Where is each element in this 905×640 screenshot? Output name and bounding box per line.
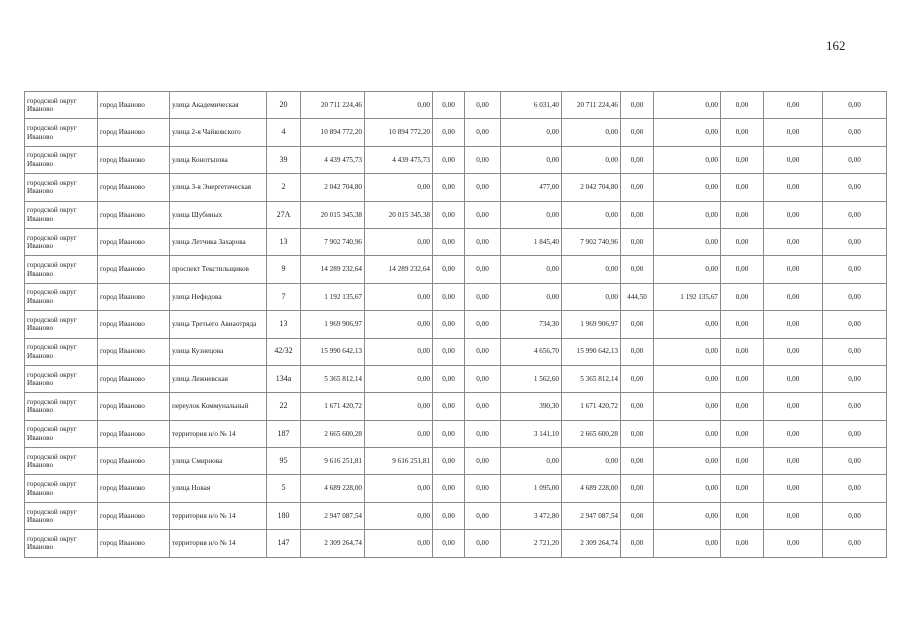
city-cell: город Иваново (98, 420, 170, 447)
value-cell: 0,00 (433, 228, 465, 255)
table-row (25, 119, 887, 146)
value-cell: 0,00 (823, 146, 887, 173)
value-cell: 4 689 228,00 (562, 475, 621, 502)
house-number-cell: 5 (267, 475, 301, 502)
table-row (25, 146, 887, 173)
value-cell: 0,00 (621, 365, 654, 392)
value-cell: 0,00 (365, 92, 433, 119)
city-cell: город Иваново (98, 530, 170, 557)
value-cell: 0,00 (465, 228, 501, 255)
value-cell: 0,00 (465, 338, 501, 365)
value-cell: 0,00 (823, 283, 887, 310)
value-cell: 734,30 (501, 311, 562, 338)
value-cell: 0,00 (465, 365, 501, 392)
value-cell: 0,00 (654, 448, 721, 475)
page-number: 162 (826, 38, 846, 53)
value-cell: 3 141,10 (501, 420, 562, 447)
value-cell: 0,00 (621, 119, 654, 146)
value-cell: 0,00 (562, 448, 621, 475)
table-row (25, 201, 887, 228)
value-cell: 0,00 (823, 502, 887, 529)
district-cell: городской округ Иваново (25, 475, 98, 502)
house-number-cell: 9 (267, 256, 301, 283)
value-cell: 0,00 (764, 502, 823, 529)
value-cell: 0,00 (764, 393, 823, 420)
total-cost-cell: 20 711 224,46 (301, 92, 365, 119)
value-cell: 1 671 420,72 (562, 393, 621, 420)
city-cell: город Иваново (98, 146, 170, 173)
table-row (25, 338, 887, 365)
city-cell: город Иваново (98, 448, 170, 475)
value-cell: 4 439 475,73 (365, 146, 433, 173)
value-cell: 0,00 (365, 311, 433, 338)
value-cell: 2 665 600,28 (562, 420, 621, 447)
registry-table (24, 91, 887, 558)
street-cell: улица 3-я Энергетическая (170, 174, 267, 201)
street-cell: проспект Текстильщиков (170, 256, 267, 283)
city-cell: город Иваново (98, 311, 170, 338)
district-cell: городской округ Иваново (25, 365, 98, 392)
value-cell: 0,00 (433, 92, 465, 119)
value-cell: 0,00 (721, 311, 764, 338)
table-row (25, 283, 887, 310)
value-cell: 0,00 (465, 393, 501, 420)
value-cell: 0,00 (764, 119, 823, 146)
value-cell: 0,00 (823, 530, 887, 557)
value-cell: 0,00 (365, 393, 433, 420)
value-cell: 0,00 (465, 174, 501, 201)
value-cell: 0,00 (721, 502, 764, 529)
value-cell: 0,00 (764, 256, 823, 283)
value-cell: 0,00 (823, 256, 887, 283)
value-cell: 0,00 (721, 338, 764, 365)
house-number-cell: 147 (267, 530, 301, 557)
city-cell: город Иваново (98, 365, 170, 392)
value-cell: 0,00 (621, 393, 654, 420)
value-cell: 0,00 (433, 338, 465, 365)
value-cell: 0,00 (823, 420, 887, 447)
house-number-cell: 20 (267, 92, 301, 119)
table-row (25, 174, 887, 201)
value-cell: 0,00 (365, 502, 433, 529)
city-cell: город Иваново (98, 283, 170, 310)
table-row (25, 475, 887, 502)
total-cost-cell: 1 671 420,72 (301, 393, 365, 420)
value-cell: 0,00 (654, 119, 721, 146)
street-cell: улица Летчика Захарова (170, 228, 267, 255)
value-cell: 0,00 (433, 393, 465, 420)
house-number-cell: 13 (267, 311, 301, 338)
value-cell: 0,00 (465, 311, 501, 338)
table-row (25, 228, 887, 255)
value-cell: 0,00 (721, 530, 764, 557)
value-cell: 0,00 (621, 146, 654, 173)
value-cell: 3 472,80 (501, 502, 562, 529)
value-cell: 0,00 (721, 228, 764, 255)
value-cell: 0,00 (764, 311, 823, 338)
value-cell: 0,00 (721, 420, 764, 447)
value-cell: 0,00 (501, 256, 562, 283)
value-cell: 0,00 (764, 228, 823, 255)
city-cell: город Иваново (98, 174, 170, 201)
value-cell: 0,00 (621, 201, 654, 228)
value-cell: 0,00 (365, 475, 433, 502)
total-cost-cell: 4 689 228,00 (301, 475, 365, 502)
value-cell: 2 042 704,80 (562, 174, 621, 201)
value-cell: 0,00 (823, 311, 887, 338)
value-cell: 0,00 (823, 174, 887, 201)
house-number-cell: 95 (267, 448, 301, 475)
value-cell: 0,00 (721, 92, 764, 119)
value-cell: 0,00 (433, 146, 465, 173)
value-cell: 1 845,40 (501, 228, 562, 255)
value-cell: 0,00 (562, 256, 621, 283)
value-cell: 0,00 (433, 502, 465, 529)
value-cell: 0,00 (721, 119, 764, 146)
value-cell: 0,00 (654, 393, 721, 420)
street-cell: улица Конотъпова (170, 146, 267, 173)
value-cell: 0,00 (721, 283, 764, 310)
district-cell: городской округ Иваново (25, 201, 98, 228)
value-cell: 0,00 (823, 393, 887, 420)
value-cell: 0,00 (764, 475, 823, 502)
value-cell: 0,00 (654, 92, 721, 119)
street-cell: улица Смирнова (170, 448, 267, 475)
total-cost-cell: 7 902 740,96 (301, 228, 365, 255)
value-cell: 0,00 (654, 146, 721, 173)
street-cell: переулок Коммунальный (170, 393, 267, 420)
district-cell: городской округ Иваново (25, 393, 98, 420)
district-cell: городской округ Иваново (25, 338, 98, 365)
street-cell: улица Кузнецова (170, 338, 267, 365)
value-cell: 0,00 (465, 146, 501, 173)
value-cell: 0,00 (365, 338, 433, 365)
value-cell: 0,00 (433, 174, 465, 201)
value-cell: 0,00 (365, 283, 433, 310)
value-cell: 0,00 (823, 475, 887, 502)
total-cost-cell: 2 042 704,80 (301, 174, 365, 201)
value-cell: 0,00 (465, 119, 501, 146)
house-number-cell: 134а (267, 365, 301, 392)
value-cell: 0,00 (654, 530, 721, 557)
table-row (25, 393, 887, 420)
district-cell: городской округ Иваново (25, 256, 98, 283)
value-cell: 0,00 (465, 530, 501, 557)
value-cell: 0,00 (501, 146, 562, 173)
value-cell: 0,00 (654, 338, 721, 365)
value-cell: 0,00 (654, 311, 721, 338)
street-cell: улица 2-я Чайковского (170, 119, 267, 146)
total-cost-cell: 5 365 812,14 (301, 365, 365, 392)
city-cell: город Иваново (98, 201, 170, 228)
value-cell: 390,30 (501, 393, 562, 420)
value-cell: 0,00 (433, 201, 465, 228)
street-cell: улица Академическая (170, 92, 267, 119)
value-cell: 0,00 (562, 119, 621, 146)
value-cell: 0,00 (764, 174, 823, 201)
city-cell: город Иваново (98, 475, 170, 502)
district-cell: городской округ Иваново (25, 283, 98, 310)
value-cell: 0,00 (764, 338, 823, 365)
district-cell: городской округ Иваново (25, 119, 98, 146)
value-cell: 0,00 (621, 475, 654, 502)
value-cell: 0,00 (433, 119, 465, 146)
value-cell: 0,00 (823, 365, 887, 392)
street-cell: улица Новая (170, 475, 267, 502)
house-number-cell: 187 (267, 420, 301, 447)
value-cell: 0,00 (823, 119, 887, 146)
value-cell: 0,00 (433, 311, 465, 338)
table-row (25, 448, 887, 475)
value-cell: 0,00 (764, 448, 823, 475)
district-cell: городской округ Иваново (25, 448, 98, 475)
value-cell: 0,00 (764, 420, 823, 447)
street-cell: улица Шубиных (170, 201, 267, 228)
value-cell: 0,00 (721, 201, 764, 228)
house-number-cell: 180 (267, 502, 301, 529)
value-cell: 4 656,70 (501, 338, 562, 365)
value-cell: 444,50 (621, 283, 654, 310)
value-cell: 2 947 087,54 (562, 502, 621, 529)
total-cost-cell: 10 894 772,20 (301, 119, 365, 146)
total-cost-cell: 2 665 600,28 (301, 420, 365, 447)
value-cell: 10 894 772,20 (365, 119, 433, 146)
value-cell: 0,00 (562, 146, 621, 173)
value-cell: 0,00 (823, 201, 887, 228)
value-cell: 9 616 251,81 (365, 448, 433, 475)
house-number-cell: 22 (267, 393, 301, 420)
value-cell: 0,00 (621, 311, 654, 338)
total-cost-cell: 2 309 264,74 (301, 530, 365, 557)
value-cell: 0,00 (501, 201, 562, 228)
value-cell: 0,00 (433, 365, 465, 392)
table-row (25, 256, 887, 283)
value-cell: 0,00 (621, 420, 654, 447)
value-cell: 0,00 (654, 228, 721, 255)
value-cell: 5 365 812,14 (562, 365, 621, 392)
city-cell: город Иваново (98, 119, 170, 146)
district-cell: городской округ Иваново (25, 174, 98, 201)
value-cell: 0,00 (721, 256, 764, 283)
district-cell: городской округ Иваново (25, 420, 98, 447)
value-cell: 0,00 (621, 92, 654, 119)
value-cell: 0,00 (433, 420, 465, 447)
district-cell: городской округ Иваново (25, 502, 98, 529)
value-cell: 0,00 (721, 475, 764, 502)
value-cell: 20 711 224,46 (562, 92, 621, 119)
value-cell: 0,00 (764, 365, 823, 392)
value-cell: 0,00 (721, 365, 764, 392)
value-cell: 0,00 (562, 201, 621, 228)
value-cell: 7 902 740,96 (562, 228, 621, 255)
house-number-cell: 39 (267, 146, 301, 173)
value-cell: 0,00 (764, 92, 823, 119)
value-cell: 1 095,00 (501, 475, 562, 502)
value-cell: 0,00 (764, 530, 823, 557)
value-cell: 1 969 906,97 (562, 311, 621, 338)
value-cell: 0,00 (433, 448, 465, 475)
value-cell: 0,00 (823, 228, 887, 255)
house-number-cell: 4 (267, 119, 301, 146)
street-cell: территория н/о № 14 (170, 530, 267, 557)
value-cell: 0,00 (721, 146, 764, 173)
total-cost-cell: 2 947 087,54 (301, 502, 365, 529)
district-cell: городской округ Иваново (25, 92, 98, 119)
value-cell: 0,00 (621, 256, 654, 283)
total-cost-cell: 9 616 251,81 (301, 448, 365, 475)
value-cell: 0,00 (365, 365, 433, 392)
value-cell: 0,00 (433, 530, 465, 557)
value-cell: 0,00 (365, 228, 433, 255)
value-cell: 0,00 (721, 448, 764, 475)
value-cell: 0,00 (621, 174, 654, 201)
table-row (25, 311, 887, 338)
value-cell: 0,00 (621, 448, 654, 475)
value-cell: 0,00 (823, 338, 887, 365)
value-cell: 0,00 (465, 256, 501, 283)
city-cell: город Иваново (98, 393, 170, 420)
value-cell: 0,00 (465, 420, 501, 447)
table-row (25, 530, 887, 557)
district-cell: городской округ Иваново (25, 311, 98, 338)
value-cell: 0,00 (465, 502, 501, 529)
value-cell: 15 990 642,13 (562, 338, 621, 365)
value-cell: 0,00 (433, 283, 465, 310)
street-cell: улица Лежневская (170, 365, 267, 392)
house-number-cell: 7 (267, 283, 301, 310)
street-cell: территория н/о № 14 (170, 420, 267, 447)
house-number-cell: 13 (267, 228, 301, 255)
value-cell: 0,00 (621, 228, 654, 255)
value-cell: 0,00 (621, 338, 654, 365)
total-cost-cell: 15 990 642,13 (301, 338, 365, 365)
value-cell: 0,00 (654, 502, 721, 529)
value-cell: 0,00 (501, 119, 562, 146)
value-cell: 0,00 (654, 174, 721, 201)
value-cell: 0,00 (654, 256, 721, 283)
value-cell: 0,00 (465, 201, 501, 228)
value-cell: 1 562,60 (501, 365, 562, 392)
total-cost-cell: 4 439 475,73 (301, 146, 365, 173)
value-cell: 0,00 (365, 530, 433, 557)
value-cell: 0,00 (433, 475, 465, 502)
house-number-cell: 27А (267, 201, 301, 228)
value-cell: 2 309 264,74 (562, 530, 621, 557)
value-cell: 0,00 (562, 283, 621, 310)
value-cell: 0,00 (465, 92, 501, 119)
value-cell: 0,00 (823, 448, 887, 475)
table-row (25, 420, 887, 447)
value-cell: 0,00 (721, 174, 764, 201)
table-row (25, 365, 887, 392)
value-cell: 0,00 (621, 530, 654, 557)
table-row (25, 92, 887, 119)
value-cell: 0,00 (654, 475, 721, 502)
street-cell: улица Третьего Авиаотряда (170, 311, 267, 338)
value-cell: 0,00 (764, 146, 823, 173)
value-cell: 14 289 232,64 (365, 256, 433, 283)
value-cell: 6 031,40 (501, 92, 562, 119)
total-cost-cell: 1 969 906,97 (301, 311, 365, 338)
value-cell: 0,00 (501, 448, 562, 475)
value-cell: 0,00 (721, 393, 764, 420)
house-number-cell: 2 (267, 174, 301, 201)
value-cell: 0,00 (501, 283, 562, 310)
city-cell: город Иваново (98, 228, 170, 255)
city-cell: город Иваново (98, 92, 170, 119)
value-cell: 0,00 (365, 420, 433, 447)
value-cell: 0,00 (764, 283, 823, 310)
value-cell: 20 015 345,38 (365, 201, 433, 228)
city-cell: город Иваново (98, 502, 170, 529)
table-row (25, 502, 887, 529)
street-cell: улица Нефедова (170, 283, 267, 310)
city-cell: город Иваново (98, 256, 170, 283)
city-cell: город Иваново (98, 338, 170, 365)
registry-body (25, 92, 887, 558)
district-cell: городской округ Иваново (25, 228, 98, 255)
total-cost-cell: 1 192 135,67 (301, 283, 365, 310)
value-cell: 2 721,20 (501, 530, 562, 557)
value-cell: 0,00 (654, 420, 721, 447)
value-cell: 477,00 (501, 174, 562, 201)
value-cell: 0,00 (365, 174, 433, 201)
value-cell: 0,00 (654, 365, 721, 392)
house-number-cell: 42/32 (267, 338, 301, 365)
street-cell: территория н/о № 14 (170, 502, 267, 529)
value-cell: 1 192 135,67 (654, 283, 721, 310)
district-cell: городской округ Иваново (25, 530, 98, 557)
value-cell: 0,00 (433, 256, 465, 283)
value-cell: 0,00 (764, 201, 823, 228)
value-cell: 0,00 (465, 475, 501, 502)
value-cell: 0,00 (823, 92, 887, 119)
value-cell: 0,00 (654, 201, 721, 228)
total-cost-cell: 20 015 345,38 (301, 201, 365, 228)
value-cell: 0,00 (621, 502, 654, 529)
total-cost-cell: 14 289 232,64 (301, 256, 365, 283)
value-cell: 0,00 (465, 283, 501, 310)
district-cell: городской округ Иваново (25, 146, 98, 173)
value-cell: 0,00 (465, 448, 501, 475)
